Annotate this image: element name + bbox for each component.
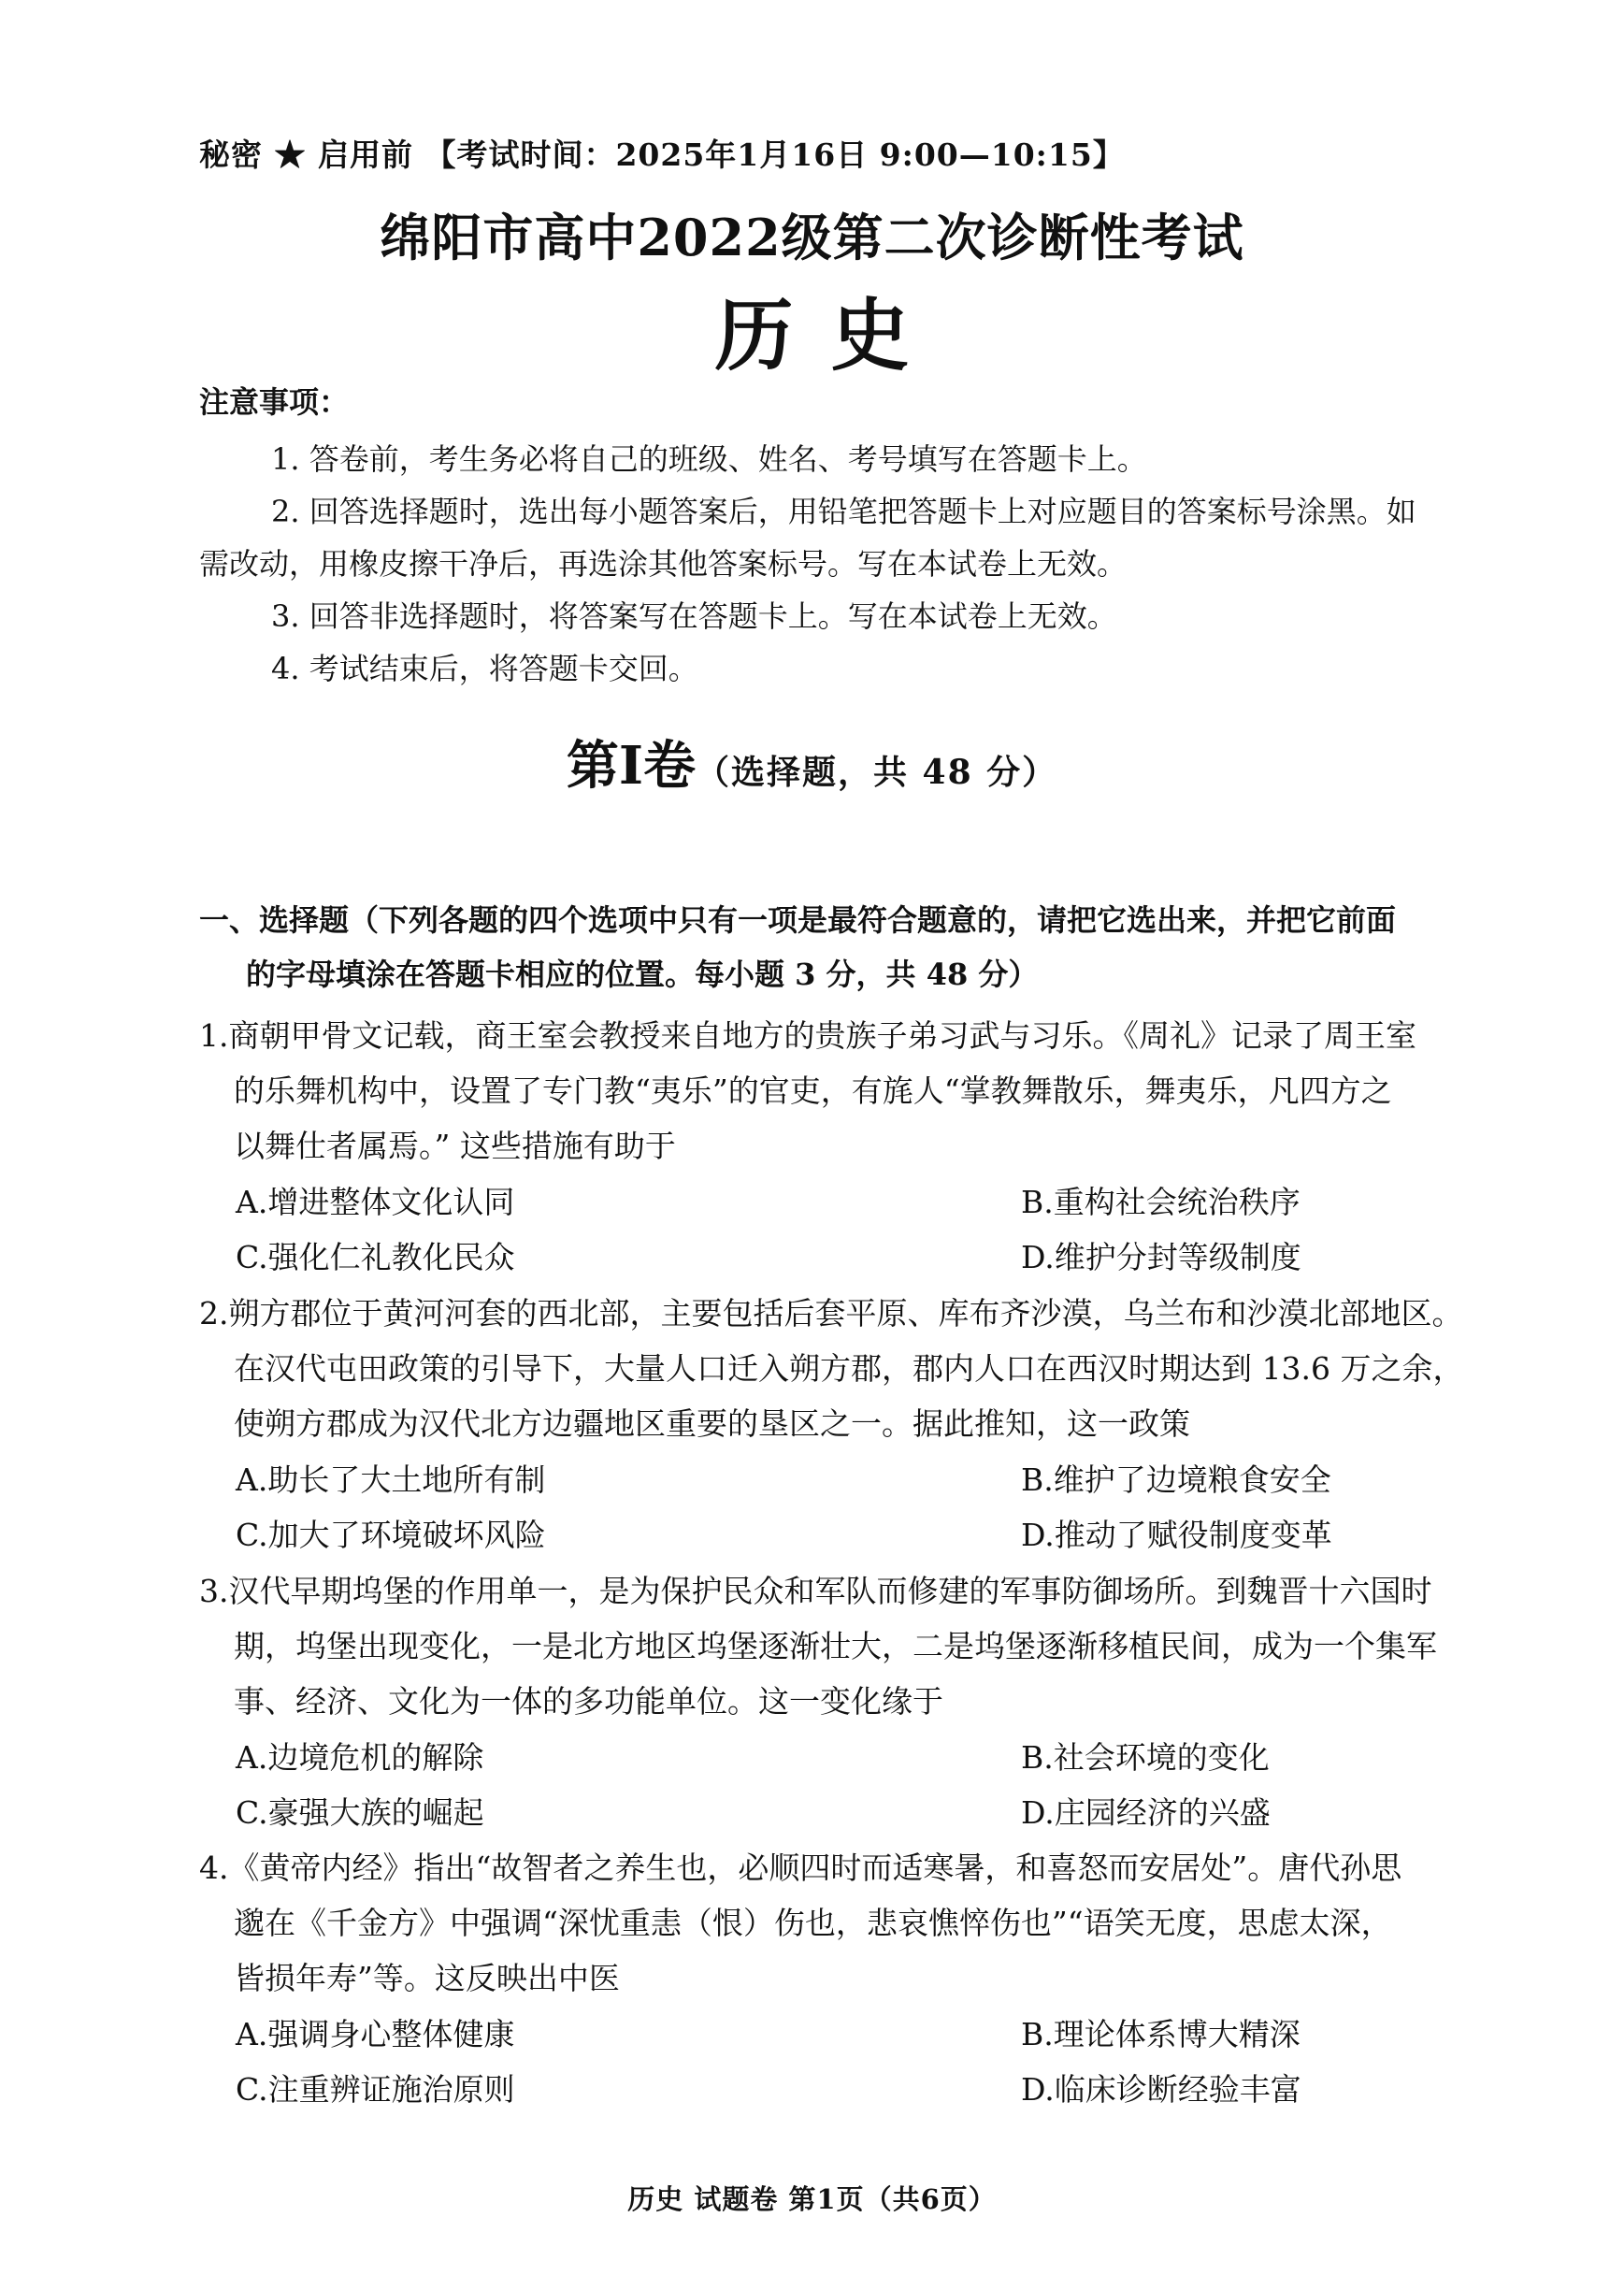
notice-item: 1. 答卷前，考生务必将自己的班级、姓名、考号填写在答题卡上。	[271, 441, 1147, 477]
page-footer: 历史 试题卷 第1页（共6页）	[627, 2183, 997, 2215]
section-line-1: 一、选择题（下列各题的四个选项中只有一项是最符合题意的，请把它选出来，并把它前面	[199, 902, 1397, 938]
question-stem	[199, 1840, 1574, 2006]
option-c: C.加大了环境破坏风险	[236, 1517, 546, 1553]
option-b: B.理论体系博大精深	[1021, 2016, 1301, 2052]
option-d: D.临床诊断经验丰富	[1021, 2071, 1301, 2108]
question-line: 的乐舞机构中，设置了专门教“夷乐”的官吏，有旄人“掌教舞散乐，舞夷乐，凡四方之	[234, 1073, 1392, 1109]
question-line: 3.汉代早期坞堡的作用单一，是为保护民众和军队而修建的军事防御场所。到魏晋十六国时	[199, 1573, 1432, 1609]
question-2-options	[236, 1452, 1573, 1562]
subject-title: 历史	[714, 289, 947, 382]
question-1-options	[236, 1174, 1573, 1285]
notice-item: 4. 考试结束后，将答题卡交回。	[271, 651, 698, 686]
question-line: 使朔方郡成为汉代北方边疆地区重要的垦区之一。据此推知，这一政策	[234, 1405, 1190, 1442]
question-line: 事、经济、文化为一体的多功能单位。这一变化缘于	[234, 1683, 943, 1720]
notice-item-continued: 需改动，用橡皮擦干净后，再选涂其他答案标号。写在本试卷上无效。	[199, 546, 1128, 582]
option-a: A.边境危机的解除	[236, 1739, 484, 1776]
question-line: 皆损年寿”等。这反映出中医	[234, 1960, 620, 1996]
exam-title: 绵阳市高中2022级第二次诊断性考试	[380, 208, 1244, 267]
option-a: A.增进整体文化认同	[236, 1184, 515, 1220]
option-a: A.助长了大土地所有制	[236, 1461, 546, 1498]
notice-item: 2. 回答选择题时，选出每小题答案后，用铅笔把答题卡上对应题目的答案标号涂黑。如	[271, 494, 1416, 529]
question-1	[199, 1008, 1574, 1173]
option-a: A.强调身心整体健康	[236, 2016, 515, 2052]
notice-item: 3. 回答非选择题时，将答案写在答题卡上。写在本试卷上无效。	[271, 598, 1117, 634]
option-b: B.社会环境的变化	[1021, 1739, 1270, 1776]
option-b: B.重构社会统治秩序	[1021, 1184, 1301, 1220]
volume-subtitle: （选择题，共 48 分）	[696, 753, 1058, 792]
question-3-options	[236, 1730, 1573, 1840]
notice-heading: 注意事项：	[199, 384, 350, 420]
question-line: 邈在《千金方》中强调“深忧重恚（恨）伤也，悲哀憔悴伤也”“语笑无度，思虑太深，	[234, 1905, 1392, 1941]
option-d: D.庄园经济的兴盛	[1021, 1794, 1271, 1831]
question-3	[199, 1563, 1574, 1729]
option-d: D.维护分封等级制度	[1021, 1239, 1301, 1275]
question-stem	[199, 1563, 1574, 1729]
question-line: 1.商朝甲骨文记载，商王室会教授来自地方的贵族子弟习武与习乐。《周礼》记录了周王室	[199, 1017, 1416, 1054]
option-d: D.推动了赋役制度变革	[1021, 1517, 1332, 1553]
question-line: 2.朔方郡位于黄河河套的西北部，主要包括后套平原、库布齐沙漠，乌兰布和沙漠北部地区。	[199, 1295, 1463, 1332]
question-4-options	[236, 2007, 1573, 2117]
volume-title: 第Ⅰ卷	[566, 735, 697, 797]
question-4	[199, 1840, 1574, 2006]
question-stem	[199, 1008, 1574, 1173]
option-c: C.强化仁礼教化民众	[236, 1239, 515, 1275]
section-line-2: 的字母填涂在答题卡相应的位置。每小题 3 分，共 48 分）	[246, 957, 1039, 992]
option-c: C.注重辨证施治原则	[236, 2071, 515, 2108]
confidential-line: 秘密 ★ 启用前 【考试时间：2025年1月16日 9:00—10:15】	[199, 137, 1125, 173]
question-line: 期，坞堡出现变化，一是北方地区坞堡逐渐壮大，二是坞堡逐渐移植民间，成为一个集军	[234, 1628, 1437, 1664]
option-c: C.豪强大族的崛起	[236, 1794, 484, 1831]
volume-heading	[0, 725, 1624, 799]
question-stem	[199, 1286, 1574, 1451]
option-b: B.维护了边境粮食安全	[1021, 1461, 1331, 1498]
notice-list	[199, 433, 1578, 695]
question-2	[199, 1286, 1574, 1451]
question-line: 以舞仕者属焉。” 这些措施有助于	[234, 1128, 676, 1164]
question-line: 4.《黄帝内经》指出“故智者之养生也，必顺四时而适寒暑，和喜怒而安居处”。唐代孙思	[199, 1850, 1402, 1886]
section-instructions	[199, 893, 1574, 1001]
question-line: 在汉代屯田政策的引导下，大量人口迁入朔方郡，郡内人口在西汉时期达到 13.6 万之余，	[234, 1350, 1464, 1387]
